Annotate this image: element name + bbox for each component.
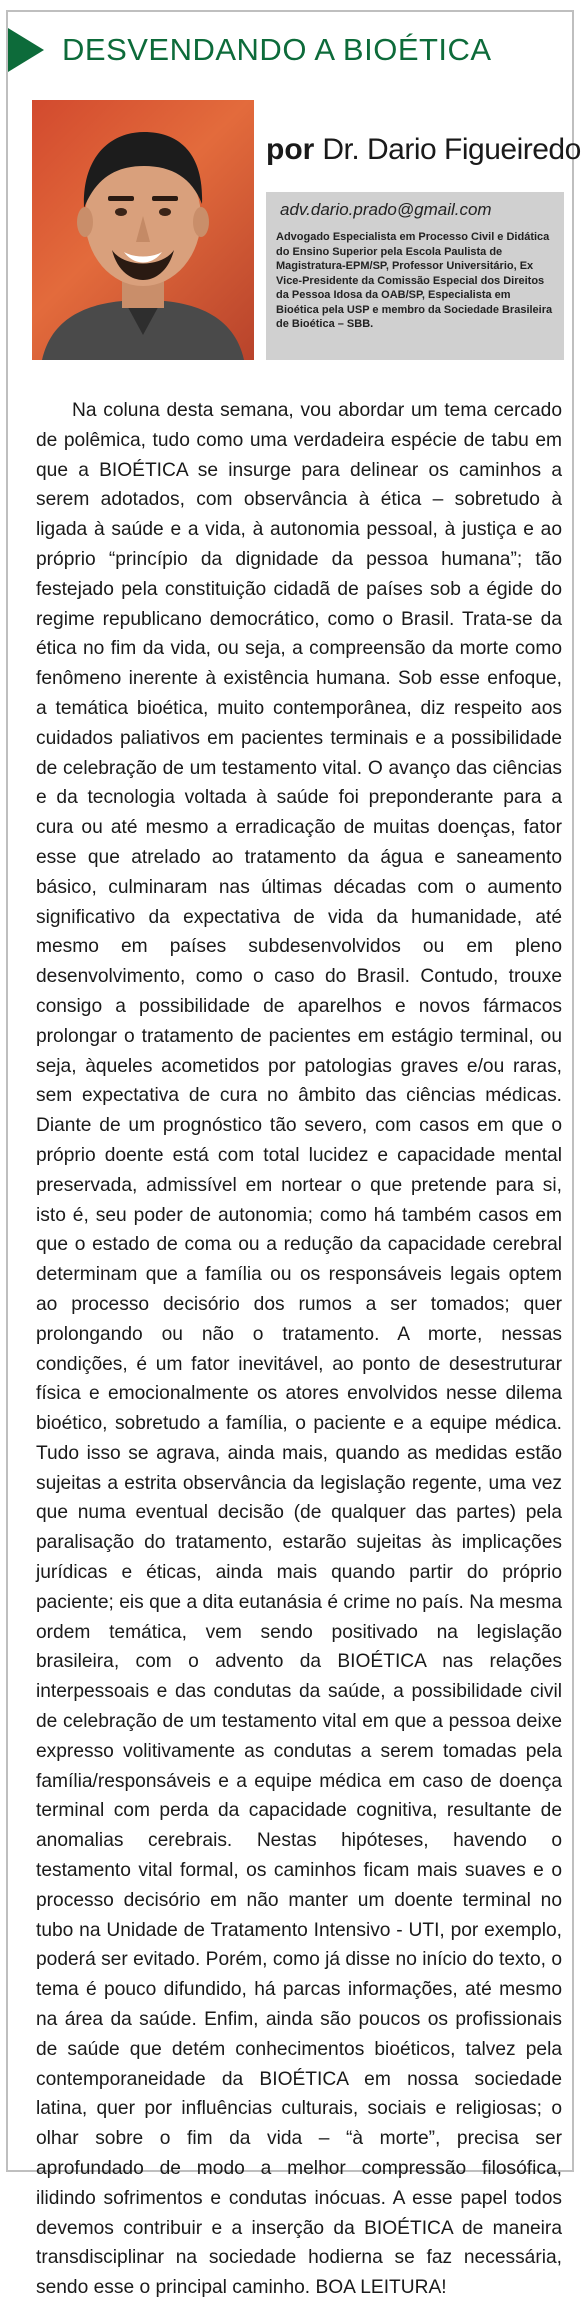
author-email[interactable]: adv.dario.prado@gmail.com [280, 200, 492, 219]
article-body: Na coluna desta semana, vou abordar um tema cercado de polêmica, tudo como uma verdadeira espécie de tabu em que a BIOÉTICA se insurge para delinear os caminhos a serem adotados, com observância à ética – sobretudo à ligada à saúde e a vida, à autonomia pessoal, à justiça e ao próprio “princípio da dignidade da pessoa humana”; tão festejado pela constituição cidadã de países sob a égide do regime republicano democrático, como o Brasil. Trata-se da ética no fim da vida, ou seja, a compreensão da morte como fenômeno inerente à existência humana. Sob esse enfoque, a temática bioética, muito contemporânea, diz respeito aos cuidados paliativos em pacientes terminais e a possibilidade de celebração de um testamento vital. O avanço das ciências e da tecnologia voltada à saúde foi preponderante para a cura ou até mesmo a erradicação de muitas doenças, fator esse que atrelado ao tratamento da água e saneamento básico, culminaram nas últimas décadas com o aumento significativo da expectativa de vida da humanidade, até mesmo em países subdesenvolvidos ou em pleno desenvolvimento, como o caso do Brasil. Contudo, trouxe consigo a possibilidade de aparelhos e novos fármacos prolongar o tratamento de pacientes em estágio terminal, ou seja, àqueles acometidos por patologias graves e/ou raras, sem expectativa de cura no âmbito das ciências médicas. Diante de um prognóstico tão severo, com casos em que o próprio doente está com total lucidez e capacidade mental preservada, admissível em nortear o que pretende para si, isto é, seu poder de autonomia; como há também casos em que o estado de coma ou a redução da capacidade cerebral determinam que a família ou os responsáveis legais optem ao processo decisório dos rumos a ser tomados; quer prolongando ou não o tratamento. A morte, nessas condições, é um fator inevitável, ao ponto de desestruturar física e emocionalmente os atores envolvidos nesse dilema bioético, sobretudo a família, o paciente e a equipe médica. Tudo isso se agrava, ainda mais, quando as medidas estão sujeitas a estrita observância da legislação regente, uma vez que numa eventual decisão (de qualquer das partes) pela paralisação do tratamento, estarão sujeitas às implicações jurídicas e éticas, ainda mais quando partir do próprio paciente; eis que a dita eutanásia é crime no país. Na mesma ordem temática, vem sendo positivado na legislação brasileira, com o advento da BIOÉTICA nas relações interpessoais e das condutas da saúde, a possibilidade civil de celebração de um testamento vital em que a pessoa deixe expresso volitivamente as condutas a serem tomadas pela família/responsáveis e a equipe médica em caso de doença terminal com perda da capacidade cognitiva, resultante de anomalias cerebrais. Nestas hipóteses, havendo o testamento vital formal, os caminhos ficam mais suaves e o processo decisório em não manter um doente terminal no tubo na Unidade de Tratamento Intensivo - UTI, por exemplo, poderá ser evitado. Porém, como já disse no início do texto, o tema é pouco difundido, há parcas informações, até mesmo na área da saúde. Enfim, ainda são poucos os profissionais de saúde que detém conhecimentos bioéticos, talvez pela contemporaneidade da BIOÉTICA em nossa sociedade latina, quer por influências culturais, sociais e religiosas; o olhar sobre o fim da vida – “à morte”, precisa ser aprofundado de modo a melhor compressão filosófica, ilidindo sofrimentos e condutas inócuas. A esse papel todos devemos contribuir e a inserção da BIOÉTICA de maneira transdisciplinar na sociedade hodierna se faz necessária, sendo esse o principal caminho. BOA LEITURA! [36, 400, 562, 2299]
author-bio-box [266, 192, 564, 360]
byline-prefix: por [266, 133, 315, 166]
author-byline [266, 130, 581, 175]
author-photo [32, 100, 254, 360]
play-arrow-icon [8, 28, 44, 72]
author-bio: Advogado Especialista em Processo Civil e Didática do Ensino Superior pela Escola Paulista de Magistratura-EPM/SP, Professor Universitário, Ex Vice-Presidente da Comissão Especial dos Direitos da Pessoa Idosa da OAB/SP, Especialista em Bioética pela USP e membro da Sociedade Brasileira de Bioética – SBB. [276, 231, 553, 330]
author-name: Dr. Dario Figueiredo [322, 133, 581, 166]
column-title: DESVENDANDO A BIOÉTICA [62, 32, 492, 67]
column-frame [6, 10, 581, 2299]
column-header [8, 28, 568, 72]
